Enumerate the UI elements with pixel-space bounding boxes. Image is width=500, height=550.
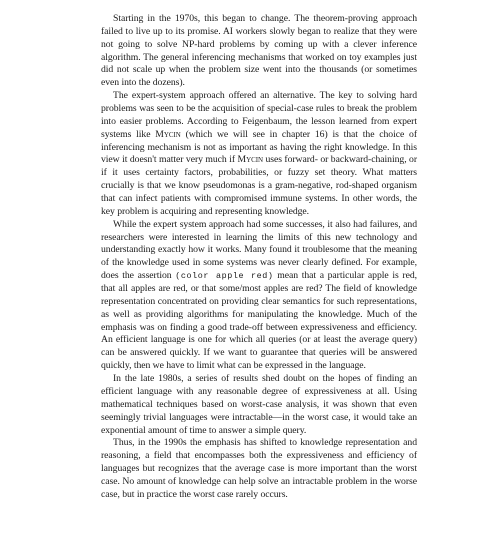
paragraph-1990s [101, 437, 417, 501]
paragraph-text: uses forward- or backward-chaining, or if it uses certainty factors, probabilities, or fuzzy set theory. What matters crucially is that we know pseudomonas is a gram-negative, rod-shaped organism that can infect patients with compromised immune systems. In other words, the key problem is acquiring and representing knowledge. [101, 154, 418, 217]
paragraph-text: In the late 1980s, a series of results shed doubt on the hopes of finding an efficient language with any reasonable degree of expressiveness at all. Using mathematical techniques based on worst-case analysis, it was shown that even seemingly trivial languages were intractable—in the worst case, it would take an exponential amount of time to answer a simple query. [101, 373, 417, 436]
body-text [101, 13, 417, 502]
system-name-mycin: Mycin [237, 154, 263, 166]
paragraph-text: Thus, in the 1990s the emphasis has shifted to knowledge representation and reasoning, a field that encompasses both the expressiveness and efficiency of languages but recognizes that the average case is more important than the worst case. No amount of knowledge can help solve an intractable problem in the worse case, but in practice the worst case rarely occurs. [101, 437, 417, 500]
paragraph-text: Starting in the 1970s, this began to change. The theorem-proving approach failed to live up to its promise. AI workers slowly began to realize that they were not going to solve NP-hard problems by coming up with a clever inference algorithm. The general inferencing mechanisms that worked on toy examples just did not scale up when the problem size went into the thousands (or sometimes even into the dozens). [101, 13, 417, 89]
paragraph-text: While the expert system approach had some successes, it also had failures, and researchers were interested in learning the limits of this new technology and understanding exactly how it works. Many found it troublesome that the meaning of the knowledge used in some systems was never clearly defined. For example, does the assertion [101, 218, 417, 282]
system-name-mycin: Mycin [155, 128, 181, 140]
code-assertion: (color apple red) [175, 271, 274, 282]
paragraph-expert-system [101, 90, 417, 219]
paragraph-text: mean that a particular apple is red, that all apples are red, or that some/most apples are red? The field of knowledge representation concentrated on providing clear semantics for such representations, as well as providing algorithms for manipulating the knowledge. Much of the emphasis was on finding a good trade-off between expressiveness and efficiency. An efficient language is one for which all queries (or at least the average query) can be answered quickly. If we want to guarantee that queries will be answered quickly, then we have to limit what can be expressed in the language. [101, 270, 417, 372]
paragraph-1980s [101, 373, 417, 437]
paragraph-knowledge-representation [101, 219, 417, 373]
paragraph-text: The expert-system approach offered an alternative. The key to solving hard problems was seen to be the acquisition of special-case rules to break the problem into easier problems. According to Feigenbaum, the lesson learned from expert systems like [101, 90, 417, 140]
paragraph-1970s [101, 13, 417, 90]
paragraph-text: (which we will see in chapter 16) is that the choice of inferencing mechanism is not as important as having the right knowledge. In this view it doesn't matter very much if [101, 128, 417, 166]
